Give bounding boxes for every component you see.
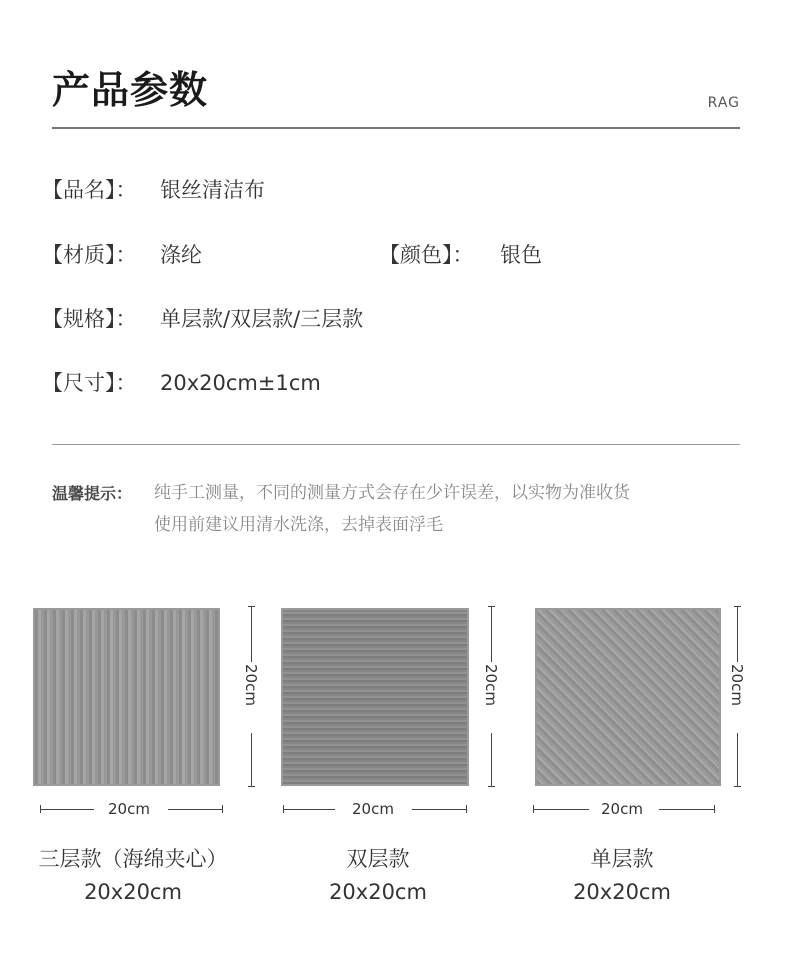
section-divider	[52, 444, 740, 445]
spec-material-value: 涤纶	[160, 243, 202, 267]
dim-h-line-left	[40, 809, 94, 810]
tip-label: 温馨提示：	[52, 484, 133, 503]
dim-h-line-right	[412, 809, 466, 810]
product-name-triple: 三层款（海绵夹心）	[38, 847, 228, 871]
dim-h-cap-right	[466, 805, 467, 813]
spec-color-value: 银色	[500, 243, 542, 267]
spec-color-label: 【颜色】：	[379, 243, 474, 267]
spec-size-label: 【尺寸】：	[42, 371, 137, 395]
dim-h-line-left	[533, 809, 589, 810]
spec-spec-value: 单层款/双层款/三层款	[160, 307, 364, 331]
dim-v-line-bottom	[737, 733, 738, 786]
page-title: 产品参数	[52, 68, 209, 112]
spec-material-label: 【材质】：	[42, 243, 137, 267]
dim-h-line-left	[283, 809, 335, 810]
spec-size-value: 20x20cm±1cm	[160, 371, 321, 395]
spec-name-label: 【品名】：	[42, 178, 137, 202]
dim-v-cap-bottom	[734, 786, 741, 787]
width-label: 20cm	[352, 800, 394, 818]
height-label: 20cm	[728, 664, 746, 706]
dim-h-line-right	[659, 809, 714, 810]
tip-line-1: 纯手工测量，不同的测量方式会存在少许误差，以实物为准收货	[154, 483, 630, 503]
tip-line-2: 使用前建议用清水洗涤，去掉表面浮毛	[154, 515, 443, 535]
height-label: 20cm	[242, 664, 260, 706]
cloth-image-single	[535, 608, 721, 786]
width-label: 20cm	[601, 800, 643, 818]
product-name-single: 单层款	[590, 847, 654, 871]
cloth-image-triple	[33, 608, 220, 786]
product-size-single: 20x20cm	[573, 880, 671, 904]
height-label: 20cm	[482, 664, 500, 706]
dim-h-cap-right	[714, 805, 715, 813]
dim-v-line-bottom	[491, 733, 492, 786]
dim-v-line-top	[737, 606, 738, 662]
product-size-double: 20x20cm	[329, 880, 427, 904]
product-size-triple: 20x20cm	[84, 880, 182, 904]
dim-v-line-top	[491, 606, 492, 662]
spec-name-value: 银丝清洁布	[160, 178, 265, 202]
dim-v-line-bottom	[251, 733, 252, 786]
dim-h-line-right	[168, 809, 222, 810]
width-label: 20cm	[108, 800, 150, 818]
dim-v-line-top	[251, 606, 252, 662]
cloth-image-double	[281, 608, 469, 786]
dim-h-cap-right	[222, 805, 223, 813]
spec-spec-label: 【规格】：	[42, 307, 137, 331]
product-name-double: 双层款	[346, 847, 410, 871]
dim-v-cap-bottom	[248, 786, 255, 787]
header-subtitle: RAG	[707, 95, 740, 111]
header-divider	[52, 127, 740, 129]
dim-v-cap-bottom	[488, 786, 495, 787]
